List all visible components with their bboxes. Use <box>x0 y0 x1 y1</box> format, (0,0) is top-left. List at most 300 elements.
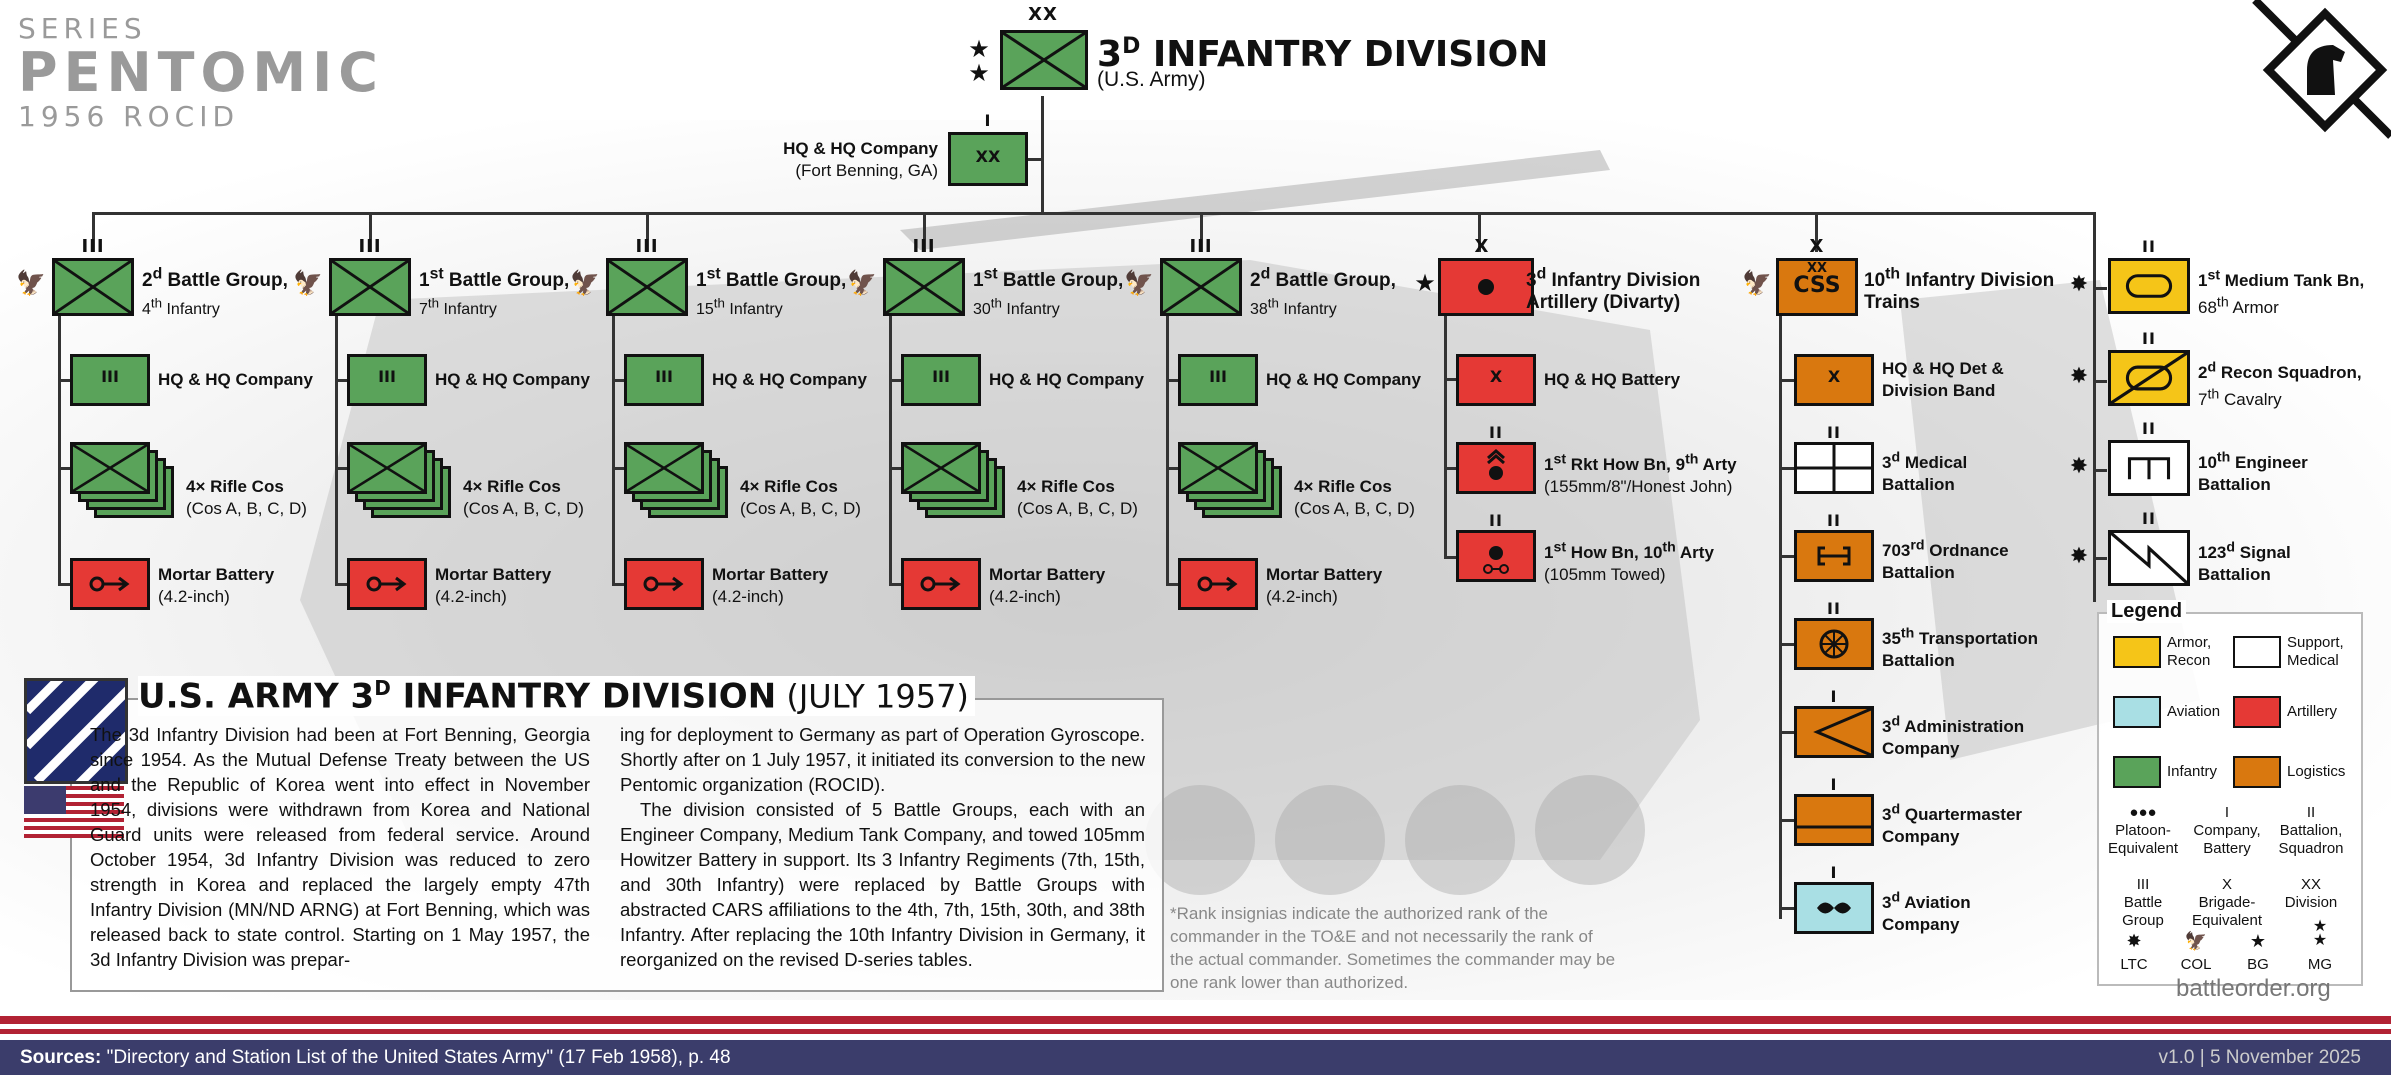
sep-l2: Battalion <box>2198 564 2271 584</box>
red-stripe-2 <box>0 1029 2391 1034</box>
article-title-a: U.S. ARMY 3 <box>138 676 375 717</box>
bg-reg-sup: th <box>990 295 1002 311</box>
rifle-label <box>1294 476 1415 520</box>
mortar-name: Mortar Battery <box>989 565 1106 584</box>
trains-stub <box>1779 907 1795 910</box>
divarty-hq-inner: X <box>1489 367 1503 386</box>
tu-l2: Battalion <box>1882 562 1955 582</box>
legend-swatch <box>2233 636 2281 668</box>
legend-color-label <box>2287 763 2345 781</box>
legend-l1: Artillery <box>2287 703 2338 720</box>
sep-l1: Medium Tank Bn, <box>2220 270 2365 290</box>
separate-echelon: II <box>2142 509 2156 528</box>
legend-echelon-l2: Equivalent <box>2107 840 2179 857</box>
sep-l2: Armor <box>2228 298 2279 318</box>
mortar-label <box>712 564 828 608</box>
legend-rank-label: LTC <box>2120 956 2148 973</box>
bg-regiment <box>696 295 783 318</box>
article-col1: The 3d Infantry Division had been at Fort Benning, Georgia since 1954. As the Mutual Defense Treaty between the US and the Republic of Korea went into effect in November 1954, divisions were withdrawn from Korea and National Guard units were released from federal service. Around October 1954, 3d Infantry Division was reduced to zero strength in Korea and replaced the largely empty 47th Infantry Division (MN/ND ARNG) at Fort Benning, which was released back to state control. Starting on 1 May 1957, the 3d Infantry Division was prepar- <box>90 724 590 970</box>
legend-echelon-l1: Division <box>2284 894 2338 911</box>
bg-num: 1 <box>696 270 707 292</box>
tu-l2: Company <box>1882 914 1960 934</box>
rifle-label <box>1017 476 1138 520</box>
bg-hq-symbol[interactable] <box>1178 354 1258 406</box>
sep-l1: Recon Squadron, <box>2216 362 2362 382</box>
sep-sup: th <box>2216 449 2231 465</box>
how-bn-symbol[interactable] <box>1456 530 1536 582</box>
trains-stub <box>1779 819 1795 822</box>
bg-echelon: III <box>1189 236 1213 257</box>
rkt-how-bn-symbol[interactable] <box>1456 442 1536 494</box>
legend-l1: Logistics <box>2287 763 2346 780</box>
rifle-company-symbol[interactable] <box>901 442 981 494</box>
legend-color-label <box>2167 763 2217 781</box>
battle-group-symbol[interactable] <box>52 258 134 316</box>
separate-echelon: II <box>2142 419 2156 438</box>
battle-group-symbol[interactable] <box>883 258 965 316</box>
trains-unit-label <box>1882 886 1971 936</box>
legend-title: Legend <box>2107 600 2186 623</box>
legend-echelon-symbol: X <box>2221 876 2232 893</box>
separate-unit-label <box>2198 536 2291 586</box>
bg-hq-name: HQ & HQ Company <box>989 370 1144 389</box>
sep-sup: d <box>2207 359 2217 375</box>
mortar-battery-symbol[interactable] <box>70 558 150 610</box>
tu-sup: d <box>1891 449 1901 465</box>
legend-echelon-symbol: I <box>2224 804 2230 821</box>
rkt-how-bn-label <box>1544 448 1737 498</box>
how-name2: Arty <box>1675 542 1714 562</box>
bg-name: Battle Group, <box>720 270 847 292</box>
division-symbol[interactable] <box>1000 30 1088 90</box>
legend-color-label <box>2167 634 2211 670</box>
ltc-rank-icon: ✸ <box>2069 363 2089 388</box>
article-title-b: INFANTRY DIVISION <box>390 676 777 717</box>
sep-num: 10 <box>2198 452 2217 472</box>
mortar-battery-symbol[interactable] <box>1178 558 1258 610</box>
legend-l2: Medical <box>2287 652 2339 669</box>
rifle-company-symbol[interactable] <box>1178 442 1258 494</box>
col-rank-icon: 🦅 <box>1742 270 1772 297</box>
mortar-sub: (4.2-inch) <box>712 587 784 606</box>
legend-echelon <box>2187 804 2267 858</box>
mortar-battery-symbol[interactable] <box>347 558 427 610</box>
trains-unit-echelon: I <box>1830 775 1838 794</box>
legend-l1: Infantry <box>2167 763 2218 780</box>
tu-l1: Medical <box>1900 452 1968 472</box>
trains-stub <box>1779 467 1795 470</box>
series-label: SERIES <box>18 12 147 45</box>
trains-num: 10 <box>1864 270 1886 292</box>
bg-reg-name: Infantry <box>1001 300 1060 318</box>
rifle-label <box>186 476 307 520</box>
how-num: 1 <box>1544 542 1554 562</box>
bg-spine <box>58 314 61 585</box>
rifle-company-symbol[interactable] <box>70 442 150 494</box>
bg-sup: d <box>152 266 163 283</box>
division-subtitle: (U.S. Army) <box>1097 68 1206 91</box>
legend-color-label <box>2287 703 2337 721</box>
mortar-label <box>989 564 1105 608</box>
legend-echelon-l2: Equivalent <box>2191 912 2263 929</box>
bg-sup: d <box>1260 266 1271 283</box>
trains-unit-echelon: I <box>1830 863 1838 882</box>
rifle-sub: (Cos A, B, C, D) <box>463 499 584 518</box>
rifle-sub: (Cos A, B, C, D) <box>186 499 307 518</box>
hq-location: (Fort Benning, GA) <box>795 161 938 180</box>
sep-sup2: th <box>2207 386 2220 403</box>
tu-l1: HQ & HQ Det & <box>1882 359 2004 378</box>
bg-num: 2 <box>142 270 153 292</box>
legend-l1: Armor, <box>2167 634 2212 651</box>
division-title-sup: D <box>1122 34 1141 59</box>
sep-num: 1 <box>2198 270 2208 290</box>
tu-sup: d <box>1891 889 1901 905</box>
bg-regiment <box>419 295 497 318</box>
sep-l2: Battalion <box>2198 474 2271 494</box>
bg-reg-name: Infantry <box>439 300 497 318</box>
rkt-sub: (155mm/8"/Honest John) <box>1544 476 1733 496</box>
bg-regiment <box>142 295 220 318</box>
rifle-sub: (Cos A, B, C, D) <box>740 499 861 518</box>
tu-num: 3 <box>1882 804 1892 824</box>
bg-echelon: III <box>81 236 105 257</box>
sep-num2: 68 <box>2198 298 2217 318</box>
hq-company-symbol[interactable] <box>948 132 1028 186</box>
separate-unit-label <box>2198 356 2362 411</box>
rkt-sup: st <box>1553 451 1567 467</box>
sep-stub <box>2093 380 2107 383</box>
legend-color-label <box>2167 703 2220 721</box>
battle-group-symbol[interactable] <box>606 258 688 316</box>
legend-l1: Aviation <box>2167 703 2221 720</box>
bg-hq-symbol[interactable] <box>901 354 981 406</box>
trains-unit-symbol[interactable] <box>1794 618 1874 670</box>
battleorder-logo <box>2245 0 2391 146</box>
bg-name: Battle Group, <box>162 270 288 292</box>
battle-group-label <box>696 264 846 321</box>
sep-line2 <box>2198 565 2271 584</box>
bg-hq-label <box>435 369 590 391</box>
legend-rank-label: MG <box>2307 956 2333 973</box>
bg-name: Battle Group, <box>997 270 1124 292</box>
legend-swatch <box>2113 636 2161 668</box>
col-rank-icon: 🦅 <box>847 270 877 297</box>
separate-echelon: II <box>2142 237 2156 256</box>
legend-echelon-l1: Brigade- <box>2198 894 2256 911</box>
separate-unit-symbol[interactable] <box>2108 258 2190 314</box>
tu-l1: Quartermaster <box>1900 804 2023 824</box>
battle-group-label <box>419 264 569 321</box>
tu-sup: th <box>1900 625 1915 641</box>
tu-num: 3 <box>1882 716 1892 736</box>
bg-hq-label <box>158 369 313 391</box>
legend-echelon <box>2271 804 2351 858</box>
hq-label <box>690 138 938 182</box>
trains-name2: Trains <box>1864 292 1920 314</box>
trains-stub <box>1779 731 1795 734</box>
legend-echelon-l2: Squadron <box>2278 840 2344 857</box>
legend-rank-icon: 🦅 <box>2184 931 2208 951</box>
divarty-name: Infantry Division <box>1546 270 1701 292</box>
legend-echelon-l1: Platoon- <box>2115 822 2171 839</box>
article-col2b: The division consisted of 5 Battle Groups, each with an Engineer Company, Medium Tank Company, and towed 105mm Howitzer Battery in support. Its 3 Infantry Regiments (7th, 15th, and 30th Infantry) were replaced by Battle Groups with abstracted CARS affiliations to the 4th, 7th, 15th, 30th, and 38th Infantry. After replacing the 10th Infantry Division in Germany, it reorganized on the revised D-series tables. <box>620 799 1145 970</box>
red-stripe <box>0 1016 2391 1024</box>
article-col2 <box>620 722 1145 972</box>
article-title <box>138 676 975 716</box>
legend-echelon-l1: Battalion, <box>2279 822 2343 839</box>
col-rank-icon: 🦅 <box>570 270 600 297</box>
trains-unit-echelon: I <box>1830 687 1838 706</box>
how-echelon: II <box>1489 511 1503 530</box>
trains-hq-inner: X <box>1827 367 1841 386</box>
divarty-sup: d <box>1536 266 1547 283</box>
separate-echelon: II <box>2142 329 2156 348</box>
legend-color-label <box>2287 634 2344 670</box>
bg-reg-name: Infantry <box>724 300 783 318</box>
legend-echelon-symbol: III <box>2136 876 2150 893</box>
mortar-battery-symbol[interactable] <box>624 558 704 610</box>
tu-l2: Company <box>1882 738 1960 758</box>
divarty-symbol[interactable] <box>1438 258 1534 316</box>
rifle-company-symbol[interactable] <box>347 442 427 494</box>
trains-unit-label <box>1882 798 2022 848</box>
footer <box>0 1040 2391 1075</box>
trains-unit-label <box>1882 358 2004 402</box>
trains-label <box>1864 264 2054 314</box>
rifle-company-symbol[interactable] <box>624 442 704 494</box>
sep-line2 <box>2198 294 2279 318</box>
legend-echelon-l1: Company, <box>2193 822 2261 839</box>
legend <box>2097 600 2363 986</box>
rifle-sub: (Cos A, B, C, D) <box>1294 499 1415 518</box>
tu-l2: Battalion <box>1882 474 1955 494</box>
col-rank-icon: 🦅 <box>293 270 323 297</box>
battle-group-label <box>142 264 288 321</box>
legend-l2: Recon <box>2167 652 2211 669</box>
tu-l1: Transportation <box>1914 628 2039 648</box>
rkt-name2: Arty <box>1698 454 1737 474</box>
mortar-name: Mortar Battery <box>712 565 829 584</box>
legend-echelon <box>2103 876 2183 930</box>
sep-l1: Signal <box>2235 542 2291 562</box>
how-name: How Bn, 10 <box>1566 542 1663 562</box>
how-sup2: th <box>1662 539 1676 555</box>
tu-sup: rd <box>1910 537 1925 553</box>
sep-num: 2 <box>2198 362 2208 382</box>
legend-echelon-l1: Battle <box>2123 894 2163 911</box>
mortar-name: Mortar Battery <box>1266 565 1383 584</box>
mortar-sub: (4.2-inch) <box>158 587 230 606</box>
trains-unit-symbol[interactable] <box>1794 794 1874 846</box>
tu-num: 35 <box>1882 628 1901 648</box>
sep-sup: st <box>2207 267 2221 283</box>
bg-name: Battle Group, <box>443 270 570 292</box>
bg-echelon: III <box>912 236 936 257</box>
rifle-label <box>740 476 861 520</box>
trains-echelon: X <box>1809 236 1825 257</box>
divarty-num: 3 <box>1526 270 1537 292</box>
bg-hq-label <box>712 369 867 391</box>
trains-stub <box>1779 379 1795 382</box>
series-name: PENTOMIC <box>18 41 384 104</box>
battle-group-symbol[interactable] <box>329 258 411 316</box>
division-title-rest: INFANTRY DIVISION <box>1140 34 1549 75</box>
trains-stub <box>1779 643 1795 646</box>
bg-hq-label <box>989 369 1144 391</box>
site-link[interactable]: battleorder.org <box>2176 975 2331 1002</box>
division-title-num: 3 <box>1097 34 1123 75</box>
footer-sources-label: Sources: <box>20 1047 102 1068</box>
divarty-hq-label <box>1544 369 1680 391</box>
ltc-rank-icon: ✸ <box>2069 543 2089 568</box>
bg-reg-sup: th <box>1267 295 1279 311</box>
bg-num: 1 <box>419 270 430 292</box>
mortar-name: Mortar Battery <box>435 565 552 584</box>
bg-hq-inner: III <box>101 367 119 386</box>
col-rank-icon: 🦅 <box>1124 270 1154 297</box>
legend-echelon-l2: Battery <box>2203 840 2251 857</box>
divarty-spine <box>1444 314 1447 558</box>
rifle-name: 4× Rifle Cos <box>463 477 561 496</box>
bg-spine <box>335 314 338 585</box>
legend-rank-icon: ★ ★ <box>2312 918 2328 949</box>
trains-unit-symbol[interactable] <box>1794 706 1874 758</box>
trains-unit-symbol[interactable] <box>1794 882 1874 934</box>
tu-l1: Administration <box>1900 716 2025 736</box>
legend-swatch <box>2233 696 2281 728</box>
trains-spine <box>1779 314 1782 919</box>
ltc-rank-icon: ✸ <box>2069 271 2089 296</box>
legend-echelon <box>2271 876 2351 912</box>
col-rank-icon: 🦅 <box>16 270 46 297</box>
hq-inner-echelon: XX <box>975 147 1001 166</box>
rkt-name: Rkt How Bn, 9 <box>1566 454 1686 474</box>
battle-group-symbol[interactable] <box>1160 258 1242 316</box>
sep-stub <box>2093 557 2107 560</box>
bg-num: 2 <box>1250 270 1261 292</box>
trains-unit-echelon: II <box>1827 423 1841 442</box>
legend-swatch <box>2233 756 2281 788</box>
sep-stub <box>2093 469 2107 472</box>
tu-l1: Aviation <box>1900 892 1971 912</box>
trains-unit-label <box>1882 710 2024 760</box>
divarty-hq-symbol[interactable] <box>1456 354 1536 406</box>
rifle-name: 4× Rifle Cos <box>186 477 284 496</box>
sep-num: 123 <box>2198 542 2227 562</box>
legend-rank-icon: ★ <box>2249 931 2267 951</box>
legend-swatch <box>2113 696 2161 728</box>
tu-sup: d <box>1891 713 1901 729</box>
divarty-hq-name: HQ & HQ Battery <box>1544 370 1681 389</box>
battle-group-label <box>1250 264 1396 321</box>
divarty-label <box>1526 264 1700 314</box>
bg-echelon: III <box>635 236 659 257</box>
separate-unit-label <box>2198 264 2364 319</box>
legend-rank-label: COL <box>2180 956 2212 973</box>
trains-stub <box>1779 555 1795 558</box>
sep-sup2: th <box>2216 294 2229 311</box>
rifle-name: 4× Rifle Cos <box>740 477 838 496</box>
legend-echelon-symbol: II <box>2306 804 2316 821</box>
bg-spine <box>889 314 892 585</box>
bg-reg-num: 4 <box>142 300 151 318</box>
bg-hq-symbol[interactable] <box>70 354 150 406</box>
bg-num: 1 <box>973 270 984 292</box>
sep-num2: 7 <box>2198 390 2208 410</box>
how-bn-label <box>1544 536 1714 586</box>
legend-echelon <box>2103 804 2183 858</box>
bg-hq-name: HQ & HQ Company <box>1266 370 1421 389</box>
bg-reg-name: Infantry <box>1278 300 1337 318</box>
tu-num: 703 <box>1882 540 1911 560</box>
sep-line2 <box>2198 475 2271 494</box>
bg-reg-num: 30 <box>973 300 991 318</box>
battle-group-label <box>973 264 1123 321</box>
bg-hq-inner: III <box>655 367 673 386</box>
hq-echelon: I <box>984 111 992 130</box>
separate-unit-label <box>2198 446 2308 496</box>
trains-symbol[interactable] <box>1776 258 1858 316</box>
rifle-name: 4× Rifle Cos <box>1294 477 1392 496</box>
mortar-battery-symbol[interactable] <box>901 558 981 610</box>
bg-spine <box>1166 314 1169 585</box>
trains-unit-symbol[interactable] <box>1794 442 1874 494</box>
article-col2a: ing for deployment to Germany as part of Operation Gyroscope. Shortly after on 1 July 1957, it initiated its conversion to the new Pentomic organization (ROCID). <box>620 724 1145 795</box>
mortar-sub: (4.2-inch) <box>435 587 507 606</box>
bg-sup: st <box>983 266 998 283</box>
tu-l1: Ordnance <box>1924 540 2009 560</box>
bg-sup: st <box>706 266 721 283</box>
legend-echelon <box>2187 876 2267 930</box>
legend-swatch <box>2113 756 2161 788</box>
sep-l1: Engineer <box>2230 452 2308 472</box>
legend-echelon-symbol: XX <box>2300 876 2321 893</box>
separate-unit-symbol[interactable] <box>2108 530 2190 586</box>
footer-sources <box>20 1047 731 1069</box>
separate-unit-symbol[interactable] <box>2108 350 2190 406</box>
sep-l2: Cavalry <box>2219 390 2282 410</box>
bg-hq-name: HQ & HQ Company <box>435 370 590 389</box>
tu-num: 3 <box>1882 892 1892 912</box>
bg-hq-inner: III <box>932 367 950 386</box>
legend-rank-label: BG <box>2247 956 2269 973</box>
trains-unit-echelon: II <box>1827 511 1841 530</box>
separate-unit-symbol[interactable] <box>2108 440 2190 496</box>
bg-hq-label <box>1266 369 1421 391</box>
bg-reg-sup: th <box>150 295 163 311</box>
footer-version: v1.0 | 5 November 2025 <box>2158 1047 2361 1068</box>
article-title-sup: D <box>374 676 391 700</box>
sep-sup: d <box>2226 539 2236 555</box>
legend-rank-icon: ✸ <box>2126 931 2142 951</box>
mortar-sub: (4.2-inch) <box>1266 587 1338 606</box>
bg-hq-inner: III <box>1209 367 1227 386</box>
bg-echelon: III <box>358 236 382 257</box>
bg-hq-symbol[interactable] <box>347 354 427 406</box>
how-sup: st <box>1553 539 1567 555</box>
mortar-label <box>435 564 551 608</box>
bg-reg-num: 38 <box>1250 300 1268 318</box>
trains-unit-label <box>1882 534 2009 584</box>
bg-reg-sup: th <box>427 295 440 311</box>
trains-unit-symbol[interactable] <box>1794 530 1874 582</box>
bg-hq-symbol[interactable] <box>624 354 704 406</box>
div-trunk <box>1041 96 1044 214</box>
trains-unit-symbol[interactable] <box>1794 354 1874 406</box>
article-title-c: (JULY 1957) <box>776 677 969 716</box>
rifle-label <box>463 476 584 520</box>
